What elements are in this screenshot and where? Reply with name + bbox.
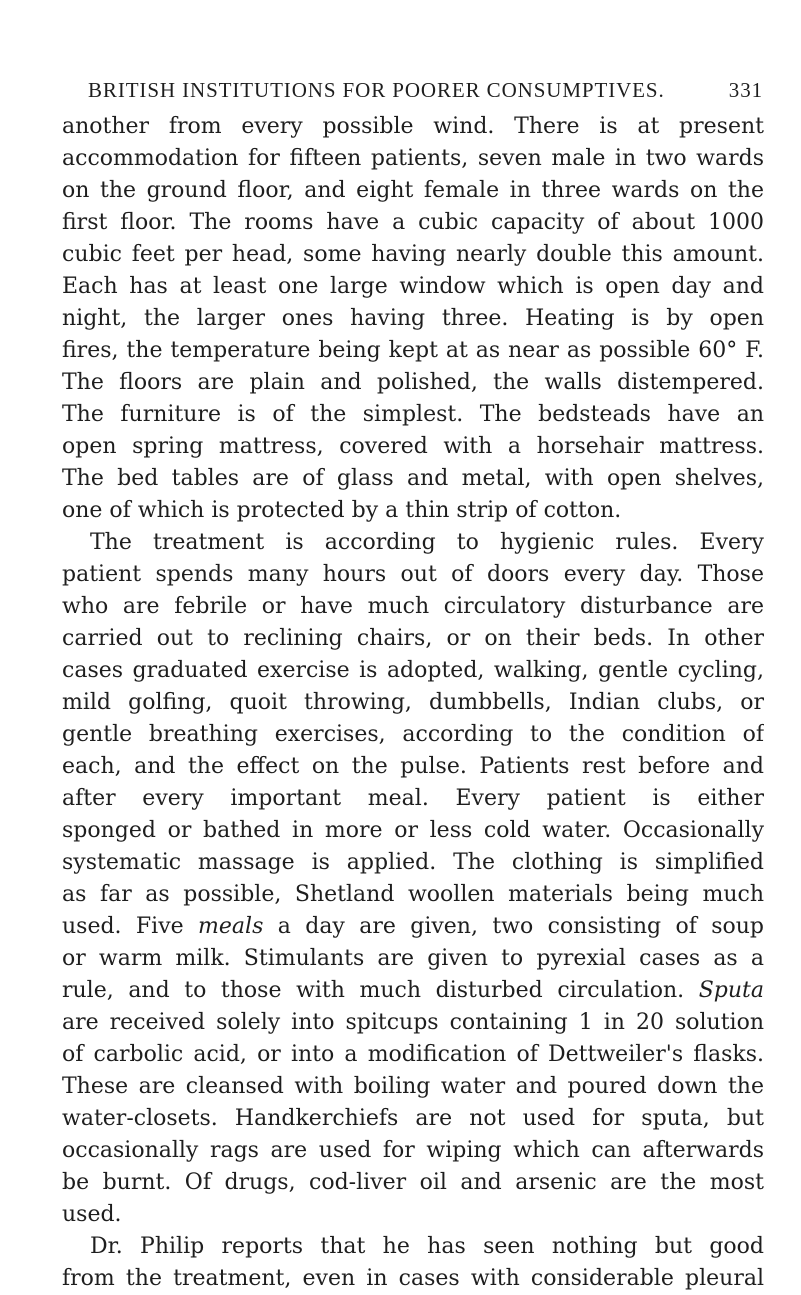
text-line: one of which is protected by a thin strip of cotton. xyxy=(62,498,622,523)
text-line: fires, the temperature being kept at as near as possible 60° F. xyxy=(62,338,764,363)
text-line: accommodation for fifteen patients, seven male in two wards xyxy=(62,146,764,171)
text-line: are received solely into spitcups containing 1 in 20 solution xyxy=(62,1010,764,1035)
text-fragment: used. Five xyxy=(62,914,184,939)
running-header xyxy=(88,76,763,104)
page-number: 331 xyxy=(728,78,763,102)
running-title: BRITISH INSTITUTIONS FOR POORER CONSUMPTIVES. xyxy=(88,78,665,102)
text-line: The bed tables are of glass and metal, with open shelves, xyxy=(62,466,764,491)
text-line: night, the larger ones having three. Heating is by open xyxy=(62,306,764,331)
text-line xyxy=(62,975,764,1007)
text-line: systematic massage is applied. The clothing is simplified xyxy=(62,850,764,875)
text-line: of carbolic acid, or into a modification of Dettweiler's flasks. xyxy=(62,1042,764,1067)
text-line: gentle breathing exercises, according to the condition of xyxy=(62,722,764,747)
text-line: water-closets. Handkerchiefs are not used for sputa, but xyxy=(62,1106,764,1131)
text-line: patient spends many hours out of doors every day. Those xyxy=(62,562,764,587)
text-line: on the ground floor, and eight female in three wards on the xyxy=(62,178,764,203)
text-line: carried out to reclining chairs, or on their beds. In other xyxy=(62,626,764,651)
text-fragment: rule, and to those with much disturbed circulation. xyxy=(62,978,685,1003)
text-line: used. xyxy=(62,1202,122,1227)
paragraph-start-line: Dr. Philip reports that he has seen nothing but good xyxy=(90,1234,764,1259)
text-line: Each has at least one large window which is open day and xyxy=(62,274,764,299)
text-line: who are febrile or have much circulatory disturbance are xyxy=(62,594,764,619)
body-text xyxy=(62,111,764,1295)
text-line: another from every possible wind. There is at present xyxy=(62,114,764,139)
text-line: after every important meal. Every patient is either xyxy=(62,786,764,811)
text-line: sponged or bathed in more or less cold water. Occasionally xyxy=(62,818,764,843)
text-line: from the treatment, even in cases with considerable pleural xyxy=(62,1266,764,1291)
text-line: cases graduated exercise is adopted, walking, gentle cycling, xyxy=(62,658,764,683)
text-line: each, and the effect on the pulse. Patients rest before and xyxy=(62,754,764,779)
italic-term-sputa: Sputa xyxy=(698,978,764,1003)
text-fragment: a day are given, two consisting of soup xyxy=(277,914,764,939)
text-line: as far as possible, Shetland woollen materials being much xyxy=(62,882,764,907)
text-line: open spring mattress, covered with a horsehair mattress. xyxy=(62,434,764,459)
text-line: The furniture is of the simplest. The bedsteads have an xyxy=(62,402,764,427)
text-line: or warm milk. Stimulants are given to pyrexial cases as a xyxy=(62,946,764,971)
text-line xyxy=(62,911,764,943)
text-line: The floors are plain and polished, the walls distempered. xyxy=(62,370,764,395)
text-line: mild golfing, quoit throwing, dumbbells, Indian clubs, or xyxy=(62,690,764,715)
text-line: occasionally rags are used for wiping which can afterwards xyxy=(62,1138,764,1163)
text-line: be burnt. Of drugs, cod-liver oil and arsenic are the most xyxy=(62,1170,764,1195)
text-line: cubic feet per head, some having nearly double this amount. xyxy=(62,242,764,267)
italic-term-meals: meals xyxy=(198,914,264,939)
text-line: These are cleansed with boiling water and poured down the xyxy=(62,1074,764,1099)
text-line: first floor. The rooms have a cubic capacity of about 1000 xyxy=(62,210,764,235)
paragraph-start-line: The treatment is according to hygienic rules. Every xyxy=(90,530,764,555)
